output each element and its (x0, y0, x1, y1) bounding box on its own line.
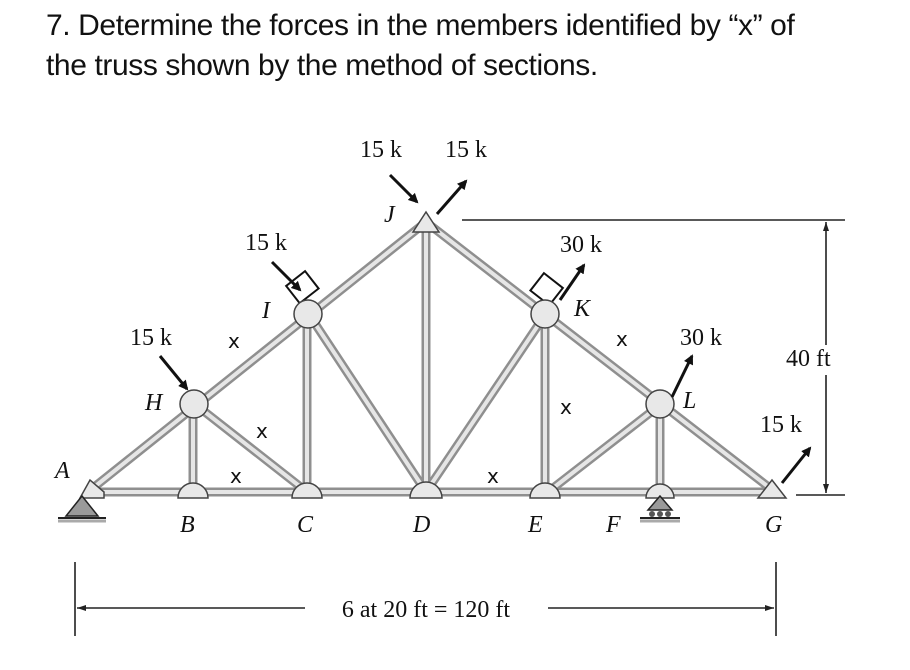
gusset-B (178, 483, 208, 498)
load-G-label: 15 k (760, 412, 802, 438)
joint-label-E: E (528, 512, 543, 538)
pin-support-A (58, 496, 106, 521)
gusset-I (294, 300, 322, 328)
load-K-arrow (560, 265, 584, 300)
joint-label-K: K (574, 296, 591, 322)
gusset-J (413, 212, 439, 232)
member-HC (196, 405, 307, 492)
load-J-left-arrow (390, 175, 417, 202)
joint-label-B: B (180, 512, 195, 538)
gusset-plates (80, 212, 786, 498)
load-J-right-label: 15 k (445, 137, 487, 163)
member-marker-HI: x (228, 329, 240, 353)
truss-members (88, 222, 775, 492)
gusset-H (180, 390, 208, 418)
joint-label-J: J (384, 202, 395, 228)
member-marker-BC: x (230, 464, 242, 488)
load-J-right-arrow (437, 181, 466, 214)
gusset-L (646, 390, 674, 418)
gusset-K (531, 300, 559, 328)
member-marker-DE: x (487, 464, 499, 488)
problem-line-1: 7. Determine the forces in the members identified by “x” of (46, 9, 795, 42)
height-dimension-label: 40 ft (786, 346, 831, 372)
load-H-label: 15 k (130, 325, 172, 351)
load-L-label: 30 k (680, 325, 722, 351)
joint-label-A: A (55, 458, 70, 484)
joint-label-H: H (145, 390, 163, 416)
joint-label-D: D (413, 512, 431, 538)
load-G-arrow (782, 448, 810, 483)
member-DK (426, 315, 545, 492)
load-H-arrow (160, 356, 187, 389)
joint-label-I: I (262, 298, 270, 324)
span-dimension-label: 6 at 20 ft = 120 ft (341, 597, 511, 623)
joint-label-C: C (297, 512, 314, 538)
member-marker-KE: x (560, 395, 572, 419)
purlin-block-I (286, 271, 318, 303)
load-K-label: 30 k (560, 232, 602, 258)
load-J-left-label: 15 k (360, 137, 402, 163)
member-marker-HC: x (256, 419, 268, 443)
member-ID (310, 316, 426, 492)
member-marker-KL: x (616, 327, 628, 351)
roller-support-F (640, 496, 680, 521)
load-I-label: 15 k (245, 230, 287, 256)
joint-label-L: L (683, 388, 697, 414)
joint-label-F: F (606, 512, 621, 538)
problem-line-2: the truss shown by the method of sections. (46, 49, 598, 82)
joint-label-G: G (765, 512, 783, 538)
gusset-D (410, 482, 442, 498)
